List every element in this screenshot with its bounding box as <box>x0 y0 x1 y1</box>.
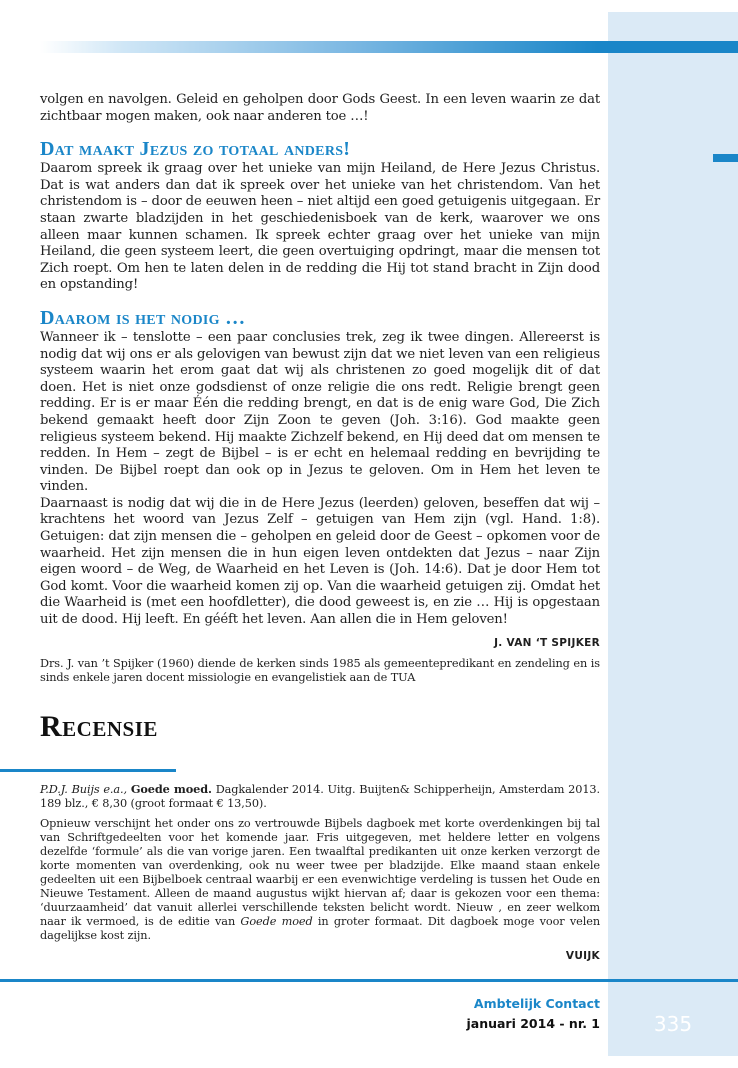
recensie-title-underline <box>0 769 176 772</box>
section-heading-1: Dat maakt Jezus zo totaal anders! <box>40 138 351 161</box>
margin-tab-marker <box>713 154 738 162</box>
book-details: Dagkalender 2014. Uitg. Buijten& Schipperheijn, Amsterdam 2013. 189 blz., € 8,30 (groot formaat € 13,50). <box>40 783 600 810</box>
footer-magazine-name: Ambtelijk Contact <box>473 996 600 1011</box>
recensie-title: Recensie <box>40 710 158 743</box>
author-signature: J. VAN ‘T SPIJKER <box>494 636 600 649</box>
section-2-paragraph-1: Wanneer ik – tenslotte – een paar conclusies trek, zeg ik twee dingen. Allereerst is nodig dat wij ons er als gelovigen van bewust zijn dat we niet leven van een religieus systeem waarin het erom gaat dat wij als christenen zo goed mogelijk dit of dat doen. Het is niet onze godsdienst of onze religie die ons redt. Religie brengt geen redding. Er is er maar Één die redding brengt, en dat is de enig ware God, Die Zich bekend gemaakt heeft door Zijn Zoon te geven (Joh. 3:16). God maakte geen religieus systeem bekend. Hij maakte Zichzelf bekend, en Hij deed dat om mensen te redden. In Hem – zegt de Bijbel – is er echt en helemaal redding en bevrijding te vinden. De Bijbel roept dan ook op in Jezus te geloven. Om in Hem het leven te vinden. <box>40 329 600 495</box>
book-citation <box>40 782 600 811</box>
review-italic-title: Goede moed <box>240 915 313 928</box>
article-content <box>40 92 600 685</box>
recensie-body <box>40 782 600 963</box>
intro-paragraph: volgen en navolgen. Geleid en geholpen door Gods Geest. In een leven waarin ze dat zichtbaar mogen maken, ook naar anderen toe …! <box>40 92 600 124</box>
book-author: P.D.J. Buijs e.a., <box>40 783 128 796</box>
review-text-after: in groter formaat. Dit dagboek moge voor velen dagelijkse kost zijn. <box>40 915 600 942</box>
author-bio: Drs. J. van ’t Spijker (1960) diende de kerken sinds 1985 als gemeentepredikant en zendeling en is sinds enkele jaren docent missiologie en evangelistiek aan de TUA <box>40 656 600 684</box>
right-margin-panel <box>608 12 738 1056</box>
section-2-paragraph-2: Daarnaast is nodig dat wij die in de Here Jezus (leerden) geloven, beseffen dat wij – krachtens het woord van Jezus Zelf – getuigen van Hem zijn (vgl. Hand. 1:8). Getuigen: dat zijn mensen die – geholpen en geleid door de Geest – opkomen voor de waarheid. Het zijn mensen die in hun eigen leven ontdekten dat Jezus – naar Zijn eigen woord – de Weg, de Waarheid en het Leven is (Joh. 14:6). Dat je door Hem tot God komt. Voor die waarheid komen zij op. Van die waarheid getuigen zij. Omdat het die Waarheid is (met een hoofdletter), die dood geweest is, en zie … Hij is opgestaan uit de dood. Hij leeft. En gééft het leven. Aan allen die in Hem geloven! <box>40 495 600 628</box>
section-heading-2: Daarom is het nodig … <box>40 306 246 329</box>
footer-issue: januari 2014 - nr. 1 <box>466 1016 600 1031</box>
reviewer-signature: VUIJK <box>565 950 600 962</box>
review-text-before: Opnieuw verschijnt het onder ons zo vertrouwde Bijbels dagboek met korte overdenkingen bij tal van Schriftgedeelten voor het komende jaar. Fris uitgegeven, met heldere letter en volgens dezelfde ‘formule’ als die van vorige jaren. Een twaalftal predikanten uit onze kerken verzorgt de korte momenten van overdenking, ook nu weer twee per bladzijde. Elke maand staan enkele gedeelten uit een Bijbelboek centraal waarbij er een evenwichtige verdeling is tussen het Oude en Nieuwe Testament. Alleen de maand augustus wijkt hiervan af; daar is gekozen voor een thema: ‘duurzaamheid’ dat vanuit allerlei verschillende teksten belicht wordt. Nieuw , en zeer welkom naar ik vermoed, is de editie van <box>40 817 600 928</box>
book-title: Goede moed. <box>130 782 212 796</box>
review-paragraph <box>40 817 600 943</box>
page-number: 335 <box>653 1012 693 1036</box>
recensie-section <box>0 710 600 962</box>
footer-rule <box>0 979 738 982</box>
header-gradient-band <box>40 41 738 53</box>
section-1-paragraph: Daarom spreek ik graag over het unieke van mijn Heiland, de Here Jezus Christus. Dat is wat anders dan dat ik spreek over het unieke van het christendom. Van het christendom is – door de eeuwen heen – niet altijd een goed getuigenis uitgegaan. Er staan zwarte bladzijden in het geschiedenisboek van de kerk, waarover we ons alleen maar kunnen schamen. Ik spreek echter graag over het unieke van mijn Heiland, die geen systeem leert, die geen overtuiging opdringt, maar die mensen tot Zich roept. Om hen te laten delen in de redding die Hij tot stand bracht in Zijn dood en opstanding! <box>40 161 600 293</box>
